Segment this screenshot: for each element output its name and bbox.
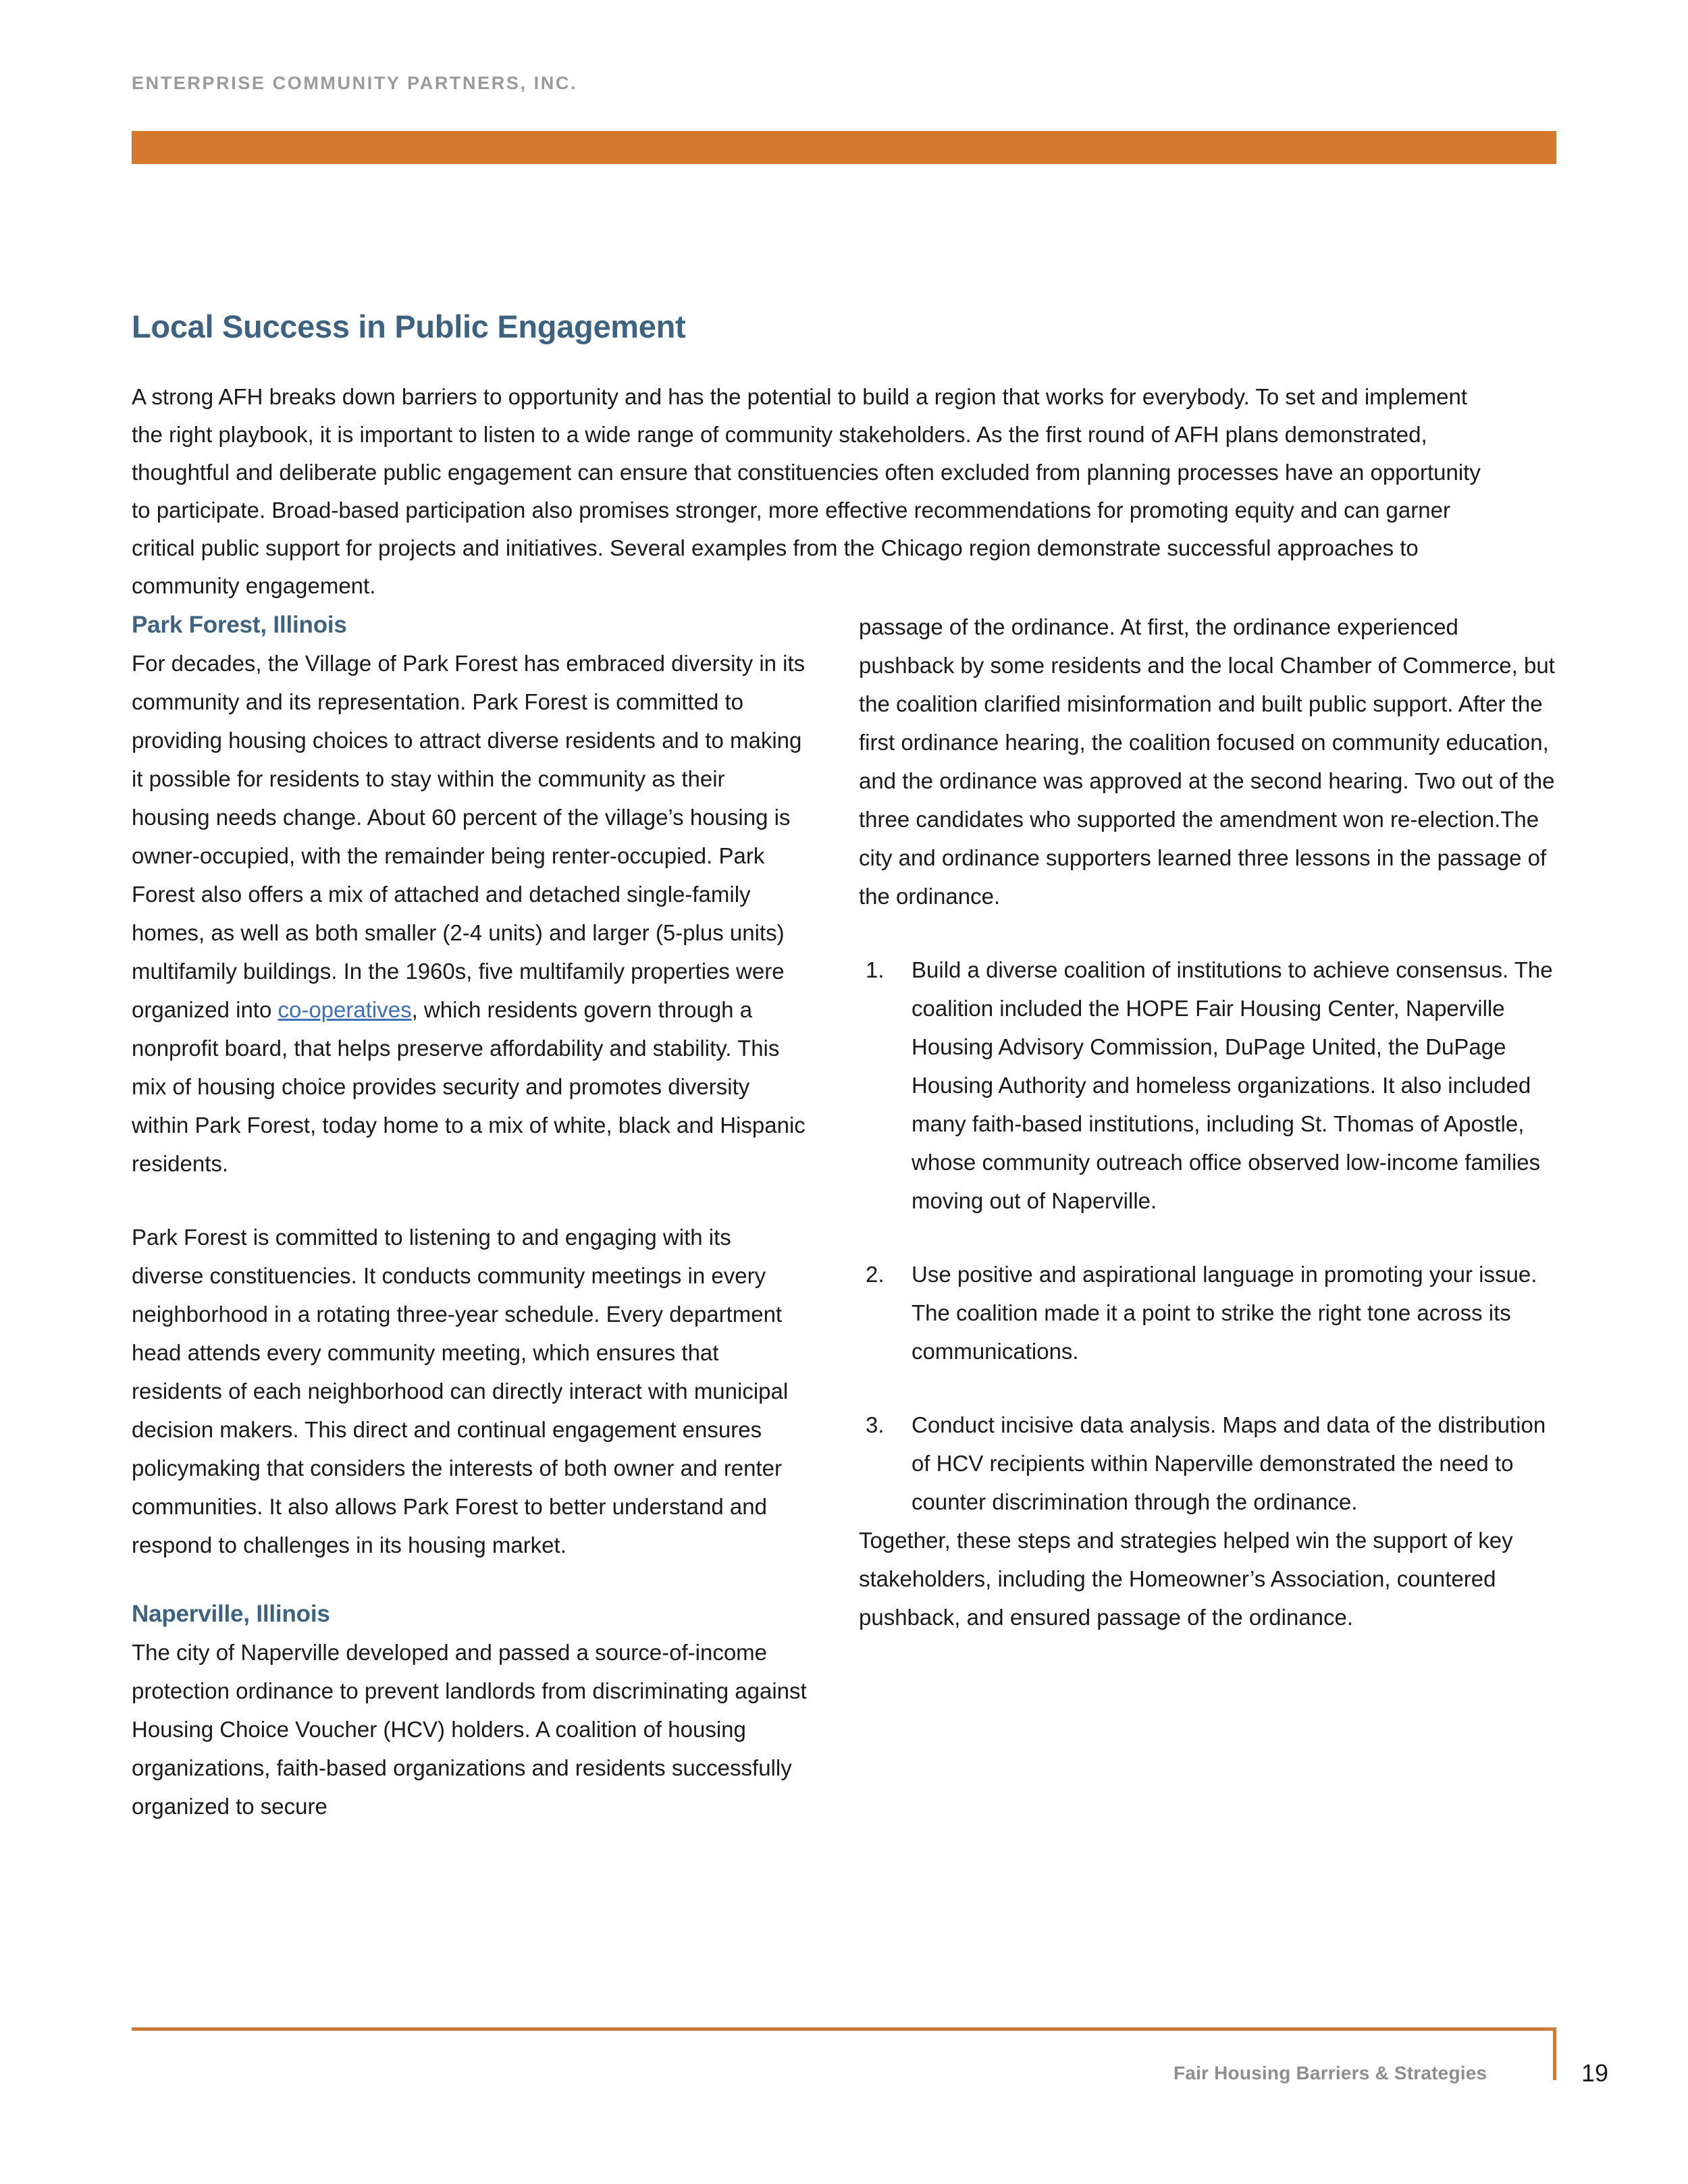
co-operatives-link[interactable]: co-operatives bbox=[278, 997, 412, 1022]
page-title: Local Success in Public Engagement bbox=[132, 309, 686, 345]
list-item-text: Use positive and aspirational language in promoting your issue. The coalition made it a point to strike the right tone across its communications. bbox=[912, 1262, 1537, 1364]
naperville-continuation-paragraph: passage of the ordinance. At first, the ordinance experienced pushback by some residents and the local Chamber of Commerce, but the coalition clarified misinformation and built public support. After the first ordinance hearing, the coalition focused on community education, and the ordinance was approved at the second hearing. Two out of the three candidates who supported the amendment won re-election.The city and ordinance supporters learned three lessons in the passage of the ordinance. bbox=[859, 614, 1555, 909]
organization-name: ENTERPRISE COMMUNITY PARTNERS, INC. bbox=[132, 73, 578, 93]
list-item-number: 1. bbox=[866, 957, 885, 982]
park-forest-paragraph-2: Park Forest is committed to listening to and engaging with its diverse constituencies. It conducts community meetings in every neighborhood in a rotating three-year schedule. Every department head attends every community meeting, which ensures that residents of each neighborhood can directly interact with municipal decision makers. This direct and continual engagement ensures policymaking that considers the interests of both owner and renter communities. It also allows Park Forest to better understand and respond to challenges in its housing market. bbox=[132, 1225, 789, 1557]
header-accent-bar bbox=[132, 131, 1556, 164]
naperville-paragraph-1: The city of Naperville developed and passed a source-of-income protection ordinance to prevent landlords from discriminating against Housing Choice Voucher (HCV) holders. A coalition of housing organizations, faith-based organizations and residents successfully organized to secure bbox=[132, 1640, 807, 1819]
closing-paragraph: Together, these steps and strategies helped win the support of key stakeholders, including the Homeowner’s Association, countered pushback, and ensured passage of the ordinance. bbox=[859, 1528, 1513, 1630]
intro-paragraph: A strong AFH breaks down barriers to opportunity and has the potential to build a region that works for everybody. To set and implement the right playbook, it is important to listen to a wide range of community stakeholders. As the first round of AFH plans demonstrated, thoughtful and deliberate public engagement can ensure that constituencies often excluded from planning processes have an opportunity to participate. Broad-based participation also promises stronger, more effective recommendations for promoting equity and can garner critical public support for projects and initiatives. Several examples from the Chicago region demonstrate successful approaches to community engagement. bbox=[132, 384, 1481, 598]
right-column bbox=[859, 608, 1558, 1636]
list-item-text: Conduct incisive data analysis. Maps and data of the distribution of HCV recipients within Naperville demonstrated the need to counter discrimination through the ordinance. bbox=[912, 1412, 1546, 1514]
footer-title: Fair Housing Barriers & Strategies bbox=[1173, 2062, 1487, 2083]
footer-rule bbox=[132, 2027, 1556, 2031]
footer-rule-end-tick bbox=[1553, 2027, 1556, 2080]
list-item bbox=[859, 1406, 1558, 1521]
list-item-number: 3. bbox=[866, 1412, 885, 1437]
list-item bbox=[859, 951, 1558, 1220]
list-item-number: 2. bbox=[866, 1262, 885, 1287]
section-heading-naperville: Naperville, Illinois bbox=[132, 1601, 330, 1627]
list-item bbox=[859, 1255, 1558, 1370]
park-forest-paragraph-1 bbox=[132, 644, 807, 1183]
park-forest-par1-text-before-link: For decades, the Village of Park Forest has embraced diversity in its community and its representation. Park Forest is committed to providing housing choices to attract diverse residents and to making it possible for residents to stay within the community as their housing needs change. About 60 percent of the village’s housing is owner-occupied, with the remainder being renter-occupied. Park Forest also offers a mix of attached and detached single-family homes, as well as both smaller (2-4 units) and larger (5-plus units) multifamily buildings. In the 1960s, five multifamily properties were organized into bbox=[132, 651, 806, 1022]
left-column bbox=[132, 608, 807, 1826]
park-forest-par1-text-after-link: , which residents govern through a nonprofit board, that helps preserve affordability and stability. This mix of housing choice provides security and promotes diversity within Park Forest, today home to a mix of white, black and Hispanic residents. bbox=[132, 997, 806, 1176]
lessons-list bbox=[859, 951, 1558, 1521]
list-item-text: Build a diverse coalition of institutions to achieve consensus. The coalition included the HOPE Fair Housing Center, Naperville Housing Advisory Commission, DuPage United, the DuPage Housing Authority and homeless organizations. It also included many faith-based institutions, including St. Thomas of Apostle, whose community outreach office observed low-income families moving out of Naperville. bbox=[912, 957, 1553, 1213]
section-heading-park-forest: Park Forest, Illinois bbox=[132, 612, 347, 638]
page-number: 19 bbox=[1581, 2059, 1609, 2087]
